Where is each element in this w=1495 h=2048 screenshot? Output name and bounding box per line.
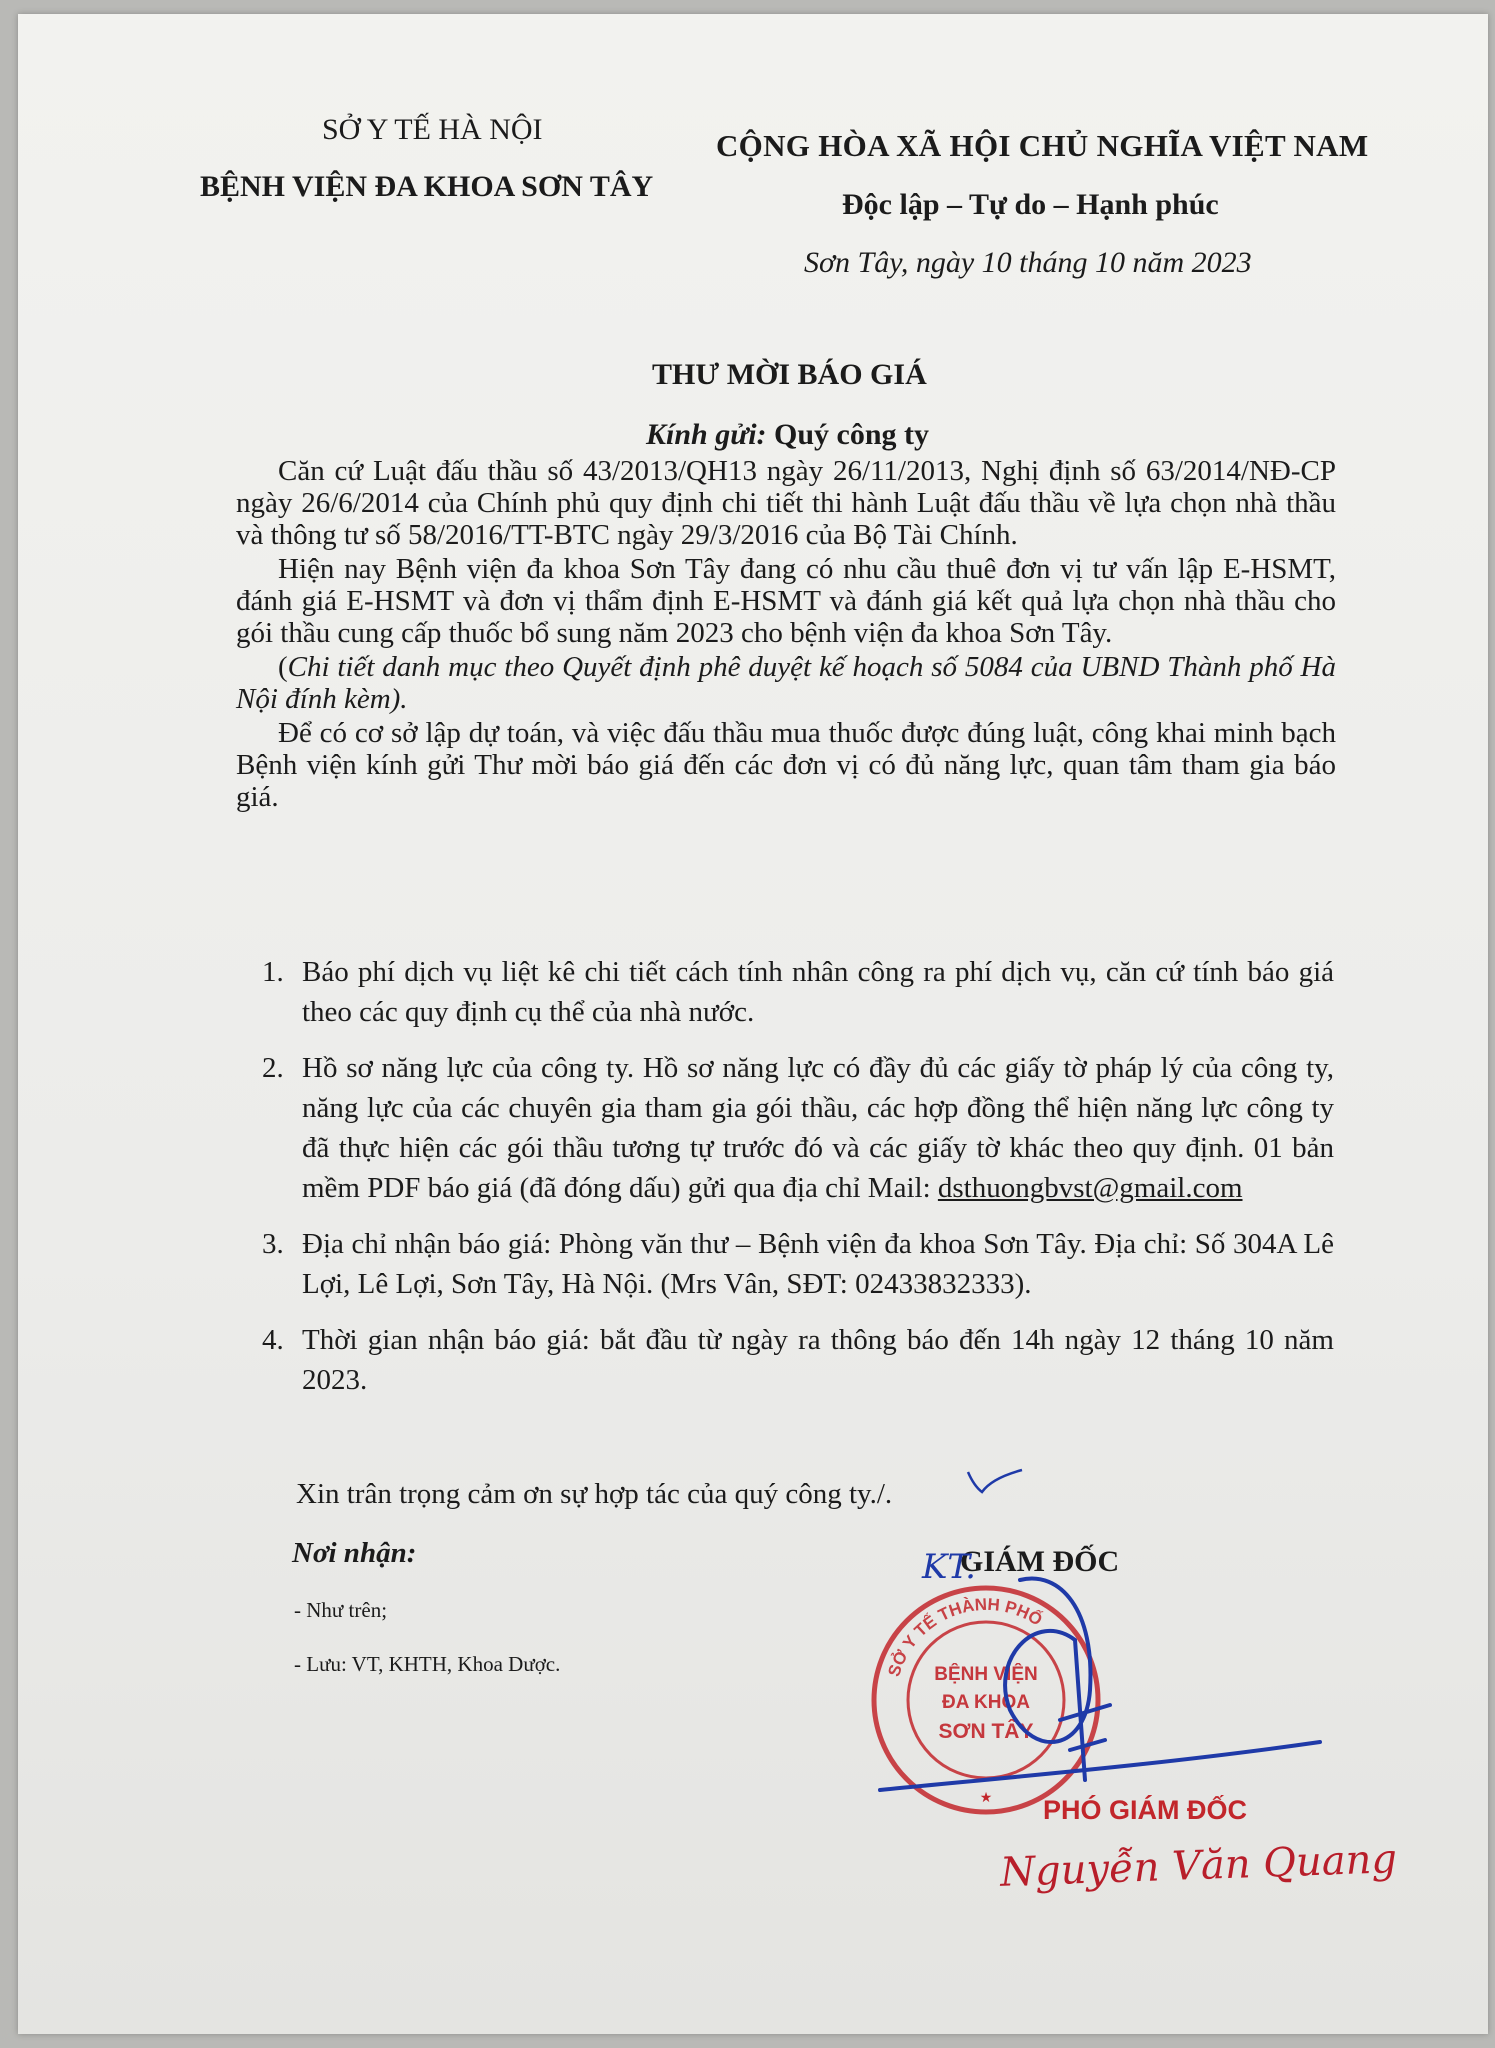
list-item <box>262 952 1334 1032</box>
greeting <box>646 418 929 452</box>
paragraph-need: Hiện nay Bệnh viện đa khoa Sơn Tây đang có nhu cầu thuê đơn vị tư vấn lập E-HSMT, đánh giá E-HSMT và đơn vị thẩm định E-HSMT và đánh giá kết quả lựa chọn nhà thầu cho gói thầu cung cấp thuốc bổ sung năm 2023 cho bệnh viện đa khoa Sơn Tây. <box>236 553 1336 649</box>
stamp-outer-text: SỞ Y TẾ THÀNH PHỐ <box>884 1594 1046 1679</box>
hospital-name: BỆNH VIỆN ĐA KHOA SƠN TÂY <box>200 170 654 203</box>
list-item <box>262 1320 1334 1400</box>
list-item-text: Báo phí dịch vụ liệt kê chi tiết cách tính nhân công ra phí dịch vụ, căn cứ tính báo giá theo các quy định cụ thể của nhà nước. <box>302 956 1334 1028</box>
list-item-text: Hồ sơ năng lực của công ty. Hồ sơ năng lực có đầy đủ các giấy tờ pháp lý của công ty, năng lực của các chuyên gia tham gia gói thầu, các hợp đồng thể hiện năng lực công ty đã thực hiện các gói thầu tương tự trước đó và các giấy tờ khác theo quy định. 01 bản mềm PDF báo giá (đã đóng dấu) gửi qua địa chỉ Mail: <box>302 1052 1334 1204</box>
document-title: THƯ MỜI BÁO GIÁ <box>652 358 927 391</box>
stamp-line-2: ĐA KHOA <box>942 1692 1030 1713</box>
star-icon: ★ <box>979 1791 993 1806</box>
list-item-text: Địa chỉ nhận báo giá: Phòng văn thư – Bệnh viện đa khoa Sơn Tây. Địa chỉ: Số 304A Lê Lợi, Lê Lợi, Sơn Tây, Hà Nội. (Mrs Vân, SĐT: 02433832333). <box>302 1228 1334 1300</box>
vice-director-title: PHÓ GIÁM ĐỐC <box>1043 1795 1248 1825</box>
closing-line: Xin trân trọng cảm ơn sự hợp tác của quý công ty./. <box>296 1478 893 1510</box>
requirements-list <box>262 952 1334 1416</box>
signature-prefix: KT. <box>922 1547 976 1587</box>
email-link[interactable]: dsthuongbvst@gmail.com <box>937 1172 1243 1204</box>
paragraph-legal-basis: Căn cứ Luật đấu thầu số 43/2013/QH13 ngày 26/11/2013, Nghị định số 63/2014/NĐ-CP ngày 26/6/2014 của Chính phủ quy định chi tiết thi hành Luật đấu thầu về lựa chọn nhà thầu và thông tư số 58/2016/TT-BTC ngày 29/3/2016 của Bộ Tài Chính. <box>236 455 1336 551</box>
recipient-line: - Như trên; <box>294 1598 388 1622</box>
signer-name: Nguyễn Văn Quang <box>999 1836 1398 1896</box>
recipients-title: Nơi nhận: <box>292 1537 417 1569</box>
paragraph-purpose: Để có cơ sở lập dự toán, và việc đấu thầu mua thuốc được đúng luật, công khai minh bạch Bệnh viện kính gửi Thư mời báo giá đến các đơn vị có đủ năng lực, quan tâm tham gia báo giá. <box>236 717 1336 813</box>
list-item-text: Thời gian nhận báo giá: bắt đầu từ ngày ra thông báo đến 14h ngày 12 tháng 10 năm 2023. <box>302 1324 1334 1396</box>
list-item-number: 4. <box>262 1324 284 1356</box>
list-item-number: 1. <box>262 956 284 988</box>
national-motto: Độc lập – Tự do – Hạnh phúc <box>842 188 1219 221</box>
paragraph-note <box>236 651 1336 715</box>
stamp-line-1: BỆNH VIỆN <box>934 1664 1038 1685</box>
list-item-number: 3. <box>262 1228 284 1260</box>
note-text: Chi tiết danh mục theo Quyết định phê duyệt kế hoạch số 5084 của UBND Thành phố Hà Nội đính kèm). <box>236 651 1336 715</box>
national-title: CỘNG HÒA XÃ HỘI CHỦ NGHĨA VIỆT NAM <box>716 128 1369 163</box>
note-open-paren: ( <box>278 651 288 683</box>
list-item <box>262 1224 1334 1304</box>
recipient-line: - Lưu: VT, KHTH, Khoa Dược. <box>294 1652 561 1676</box>
document-date: Sơn Tây, ngày 10 tháng 10 năm 2023 <box>804 246 1252 279</box>
greeting-target: Quý công ty <box>774 418 930 451</box>
ministry-name: SỞ Y TẾ HÀ NỘI <box>322 113 543 146</box>
list-item-number: 2. <box>262 1052 284 1084</box>
stamp-line-3: SƠN TÂY <box>938 1720 1034 1743</box>
hospital-stamp <box>866 1580 1106 1820</box>
director-title: GIÁM ĐỐC <box>960 1545 1120 1578</box>
body-text <box>236 455 1336 815</box>
greeting-prefix: Kính gửi: <box>646 418 767 451</box>
list-item <box>262 1048 1334 1208</box>
